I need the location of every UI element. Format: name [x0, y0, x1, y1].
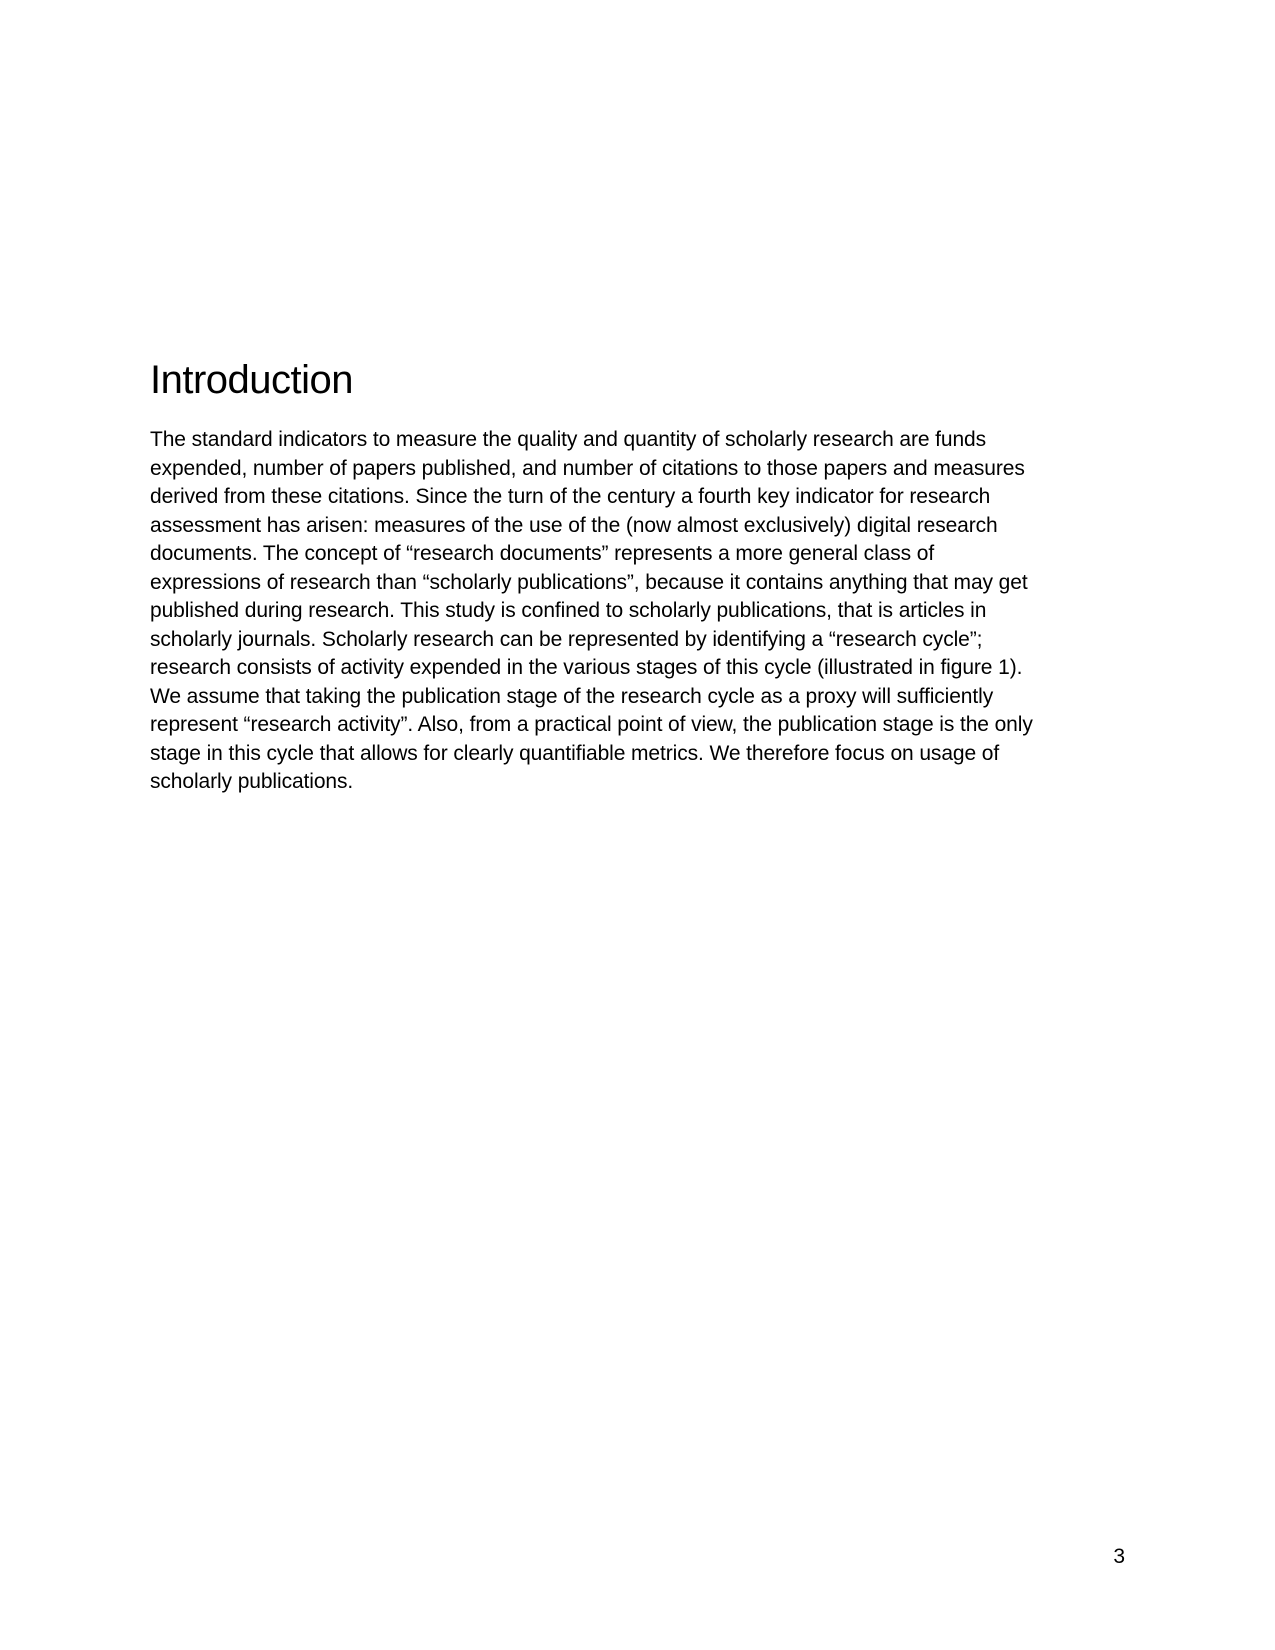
paragraph-line: expressions of research than “scholarly publications”, because it contains anything that may get	[150, 570, 1028, 594]
paragraph-line: scholarly publications.	[150, 770, 354, 793]
page-number: 3	[1113, 1545, 1125, 1568]
paragraph-line: documents. The concept of “research documents” represents a more general class of	[150, 542, 935, 565]
paragraph-line: research consists of activity expended in the various stages of this cycle (illustrated in figure 1).	[150, 656, 1023, 679]
paragraph-line: published during research. This study is confined to scholarly publications, that is articles in	[150, 599, 987, 622]
introduction-paragraph	[150, 426, 1130, 797]
paragraph-line: expended, number of papers published, and number of citations to those papers and measures	[150, 456, 1025, 480]
paragraph-line: scholarly journals. Scholarly research can be represented by identifying a “research cycle”;	[150, 627, 983, 651]
paragraph-line: The standard indicators to measure the quality and quantity of scholarly research are funds	[150, 428, 987, 451]
paragraph-line: We assume that taking the publication stage of the research cycle as a proxy will sufficiently	[150, 684, 994, 708]
paragraph-line: stage in this cycle that allows for clearly quantifiable metrics. We therefore focus on usage of	[150, 741, 1000, 765]
section-heading: Introduction	[150, 358, 354, 402]
paragraph-line: assessment has arisen: measures of the use of the (now almost exclusively) digital research	[150, 513, 998, 537]
paragraph-line: derived from these citations. Since the turn of the century a fourth key indicator for research	[150, 485, 991, 508]
paragraph-line: represent “research activity”. Also, from a practical point of view, the publication stage is the only	[150, 713, 1033, 736]
